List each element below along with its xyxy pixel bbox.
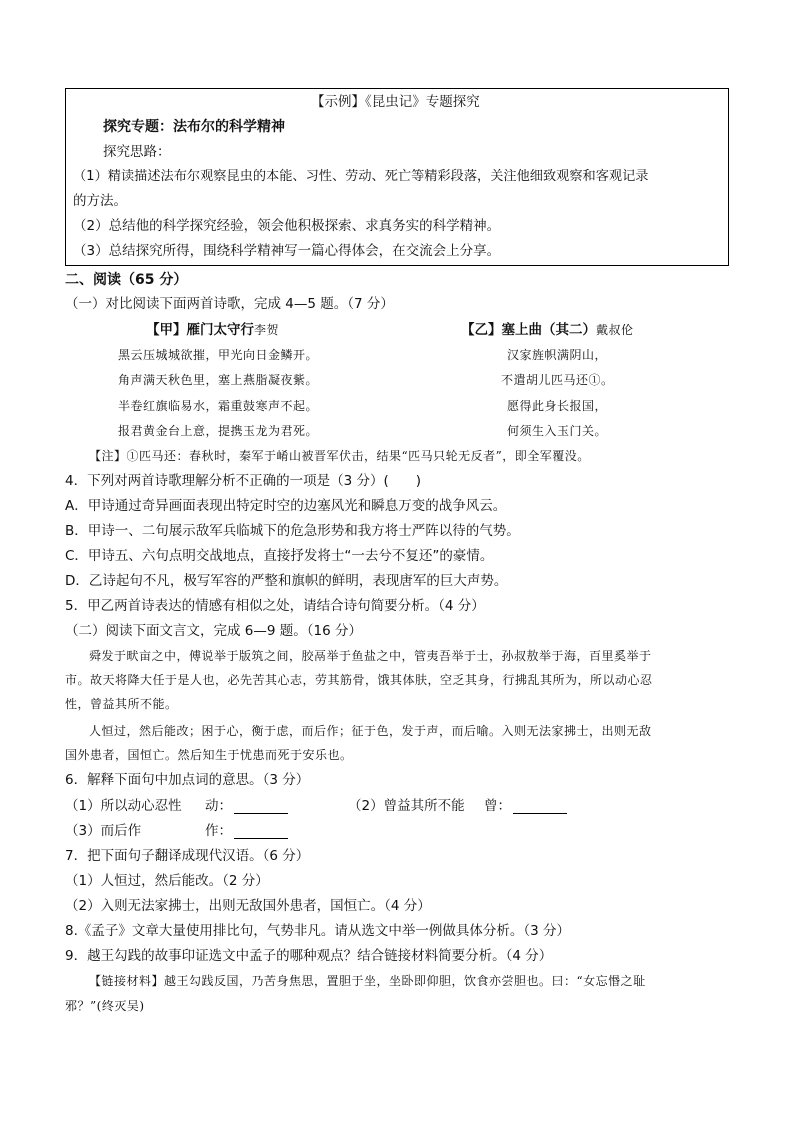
- question-6-item-3-word: 作：: [205, 823, 232, 839]
- question-6-item-3: （3）而后作: [65, 823, 142, 839]
- question-6-item-1: （1）所以动心忍性: [65, 798, 182, 814]
- classical-text-p1-line2: 市。故天将降大任于是人也，必先苦其心志，劳其筋骨，饿其体肤，空乏其身，行拂乱其所为，所以动心忍: [65, 673, 653, 687]
- example-box-step1-line1: （1）精读描述法布尔观察昆虫的本能、习性、劳动、死亡等精彩段落，关注他细致观察和客观记录: [73, 169, 649, 184]
- poem-a-heading: [146, 320, 279, 340]
- classical-text-p2-line2: 国外患者，国恒亡。然后知生于忧患而死于安乐也。: [65, 748, 353, 762]
- question-4-option-b: B．甲诗一、二句展示敌军兵临城下的危急形势和我方将士严阵以待的气势。: [65, 523, 520, 539]
- question-8: 8.《孟子》文章大量使用排比句，气势非凡。请从选文中举一例做具体分析。（3 分）: [65, 923, 571, 939]
- question-9-stem: 9．越王勾践的故事印证选文中孟子的哪种观点？结合链接材料简要分析。（4 分）: [65, 948, 553, 964]
- poem-a-line-2: 角声满天秋色里，塞上燕脂凝夜紫。: [118, 373, 319, 387]
- question-6-item-2: （2）曾益其所不能: [348, 798, 465, 814]
- question-4-stem: 4．下列对两首诗歌理解分析不正确的一项是（3 分）( ): [65, 473, 422, 489]
- poem-b-heading: [461, 320, 634, 340]
- part1-intro: （一）对比阅读下面两首诗歌，完成 4—5 题。（7 分）: [65, 296, 394, 312]
- example-box-approach-label: 探究思路：: [103, 144, 171, 160]
- example-box-topic: 探究专题：法布尔的科学精神: [103, 119, 285, 135]
- poem-a-title: 【甲】雁门太守行: [146, 322, 254, 338]
- poem-a-line-4: 报君黄金台上意，提携玉龙为君死。: [118, 424, 319, 438]
- example-box-step1-line2: 的方法。: [73, 193, 127, 209]
- poem-b-line-3: 愿得此身长报国，: [507, 399, 608, 413]
- question-7-item-1: （1）人恒过，然后能改。（2 分）: [65, 873, 269, 889]
- question-6-item-2-word: 曾：: [484, 798, 511, 814]
- poem-b-line-1: 汉家旌帜满阴山，: [507, 348, 608, 362]
- question-5: 5．甲乙两首诗表达的情感有相似之处，请结合诗句简要分析。（4 分）: [65, 598, 485, 614]
- question-4-option-c: C．甲诗五、六句点明交战地点，直接抒发将士“一去兮不复还”的豪情。: [65, 548, 494, 564]
- poem-b-line-2: 不遣胡儿匹马还①。: [501, 373, 614, 387]
- question-6-stem: 6．解释下面句中加点词的意思。（3 分）: [65, 772, 310, 788]
- poem-b-title: 【乙】塞上曲（其二）: [461, 322, 596, 338]
- question-6-answer-blank-1[interactable]: [234, 799, 288, 814]
- question-6-item-1-word: 动：: [205, 798, 232, 814]
- question-9-link-line2: 邪？”(终灭吴): [65, 999, 145, 1013]
- section-heading: 二、阅读（65 分）: [65, 272, 188, 288]
- question-7-stem: 7．把下面句子翻译成现代汉语。（6 分）: [65, 848, 310, 864]
- poem-b-author: 戴叔伦: [596, 323, 634, 337]
- question-4-option-a: A．甲诗通过奇异画面表现出特定时空的边塞风光和瞬息万变的战争风云。: [65, 498, 507, 514]
- example-box-step2: （2）总结他的科学探究经验，领会他积极探索、求真务实的科学精神。: [73, 218, 501, 234]
- example-box-step3: （3）总结探究所得，围绕科学精神写一篇心得体会，在交流会上分享。: [73, 243, 501, 259]
- classical-text-p1-line3: 性，曾益其所不能。: [65, 697, 178, 711]
- poem-note: 【注】①匹马还：春秋时，秦军于崤山被晋军伏击，结果“匹马只轮无反者”，即全军覆没。: [89, 449, 590, 463]
- poem-a-author: 李贺: [254, 323, 280, 337]
- question-7-item-2: （2）入则无法家拂士，出则无敌国外患者，国恒亡。（4 分）: [65, 898, 431, 914]
- example-box-title: 【示例】《昆虫记》专题探究: [311, 94, 480, 110]
- classical-text-p2-line1: 人恒过，然后能改；困于心，衡于虑，而后作；征于色，发于声，而后喻。入则无法家拂士，出则无敌: [89, 724, 652, 738]
- question-6-answer-blank-3[interactable]: [234, 824, 288, 839]
- question-6-answer-blank-2[interactable]: [513, 799, 567, 814]
- part2-intro: （二）阅读下面文言文，完成 6—9 题。（16 分）: [65, 623, 362, 639]
- classical-text-p1-line1: 舜发于畎亩之中，傅说举于版筑之间，胶鬲举于鱼盐之中，管夷吾举于士，孙叔敖举于海，百里奚举于: [89, 649, 652, 663]
- poem-a-line-1: 黑云压城城欲摧，甲光向日金鳞开。: [118, 348, 319, 362]
- question-4-option-d: D．乙诗起句不凡，极写军容的严整和旗帜的鲜明，表现唐军的巨大声势。: [65, 573, 508, 589]
- poem-b-line-4: 何须生入玉门关。: [507, 424, 608, 438]
- question-9-link-line1: 【链接材料】越王勾践反国，乃苦身焦思，置胆于坐，坐卧即仰胆，饮食亦尝胆也。曰：“女忘惽之耻: [89, 974, 646, 988]
- poem-a-line-3: 半卷红旗临易水，霜重鼓寒声不起。: [118, 399, 319, 413]
